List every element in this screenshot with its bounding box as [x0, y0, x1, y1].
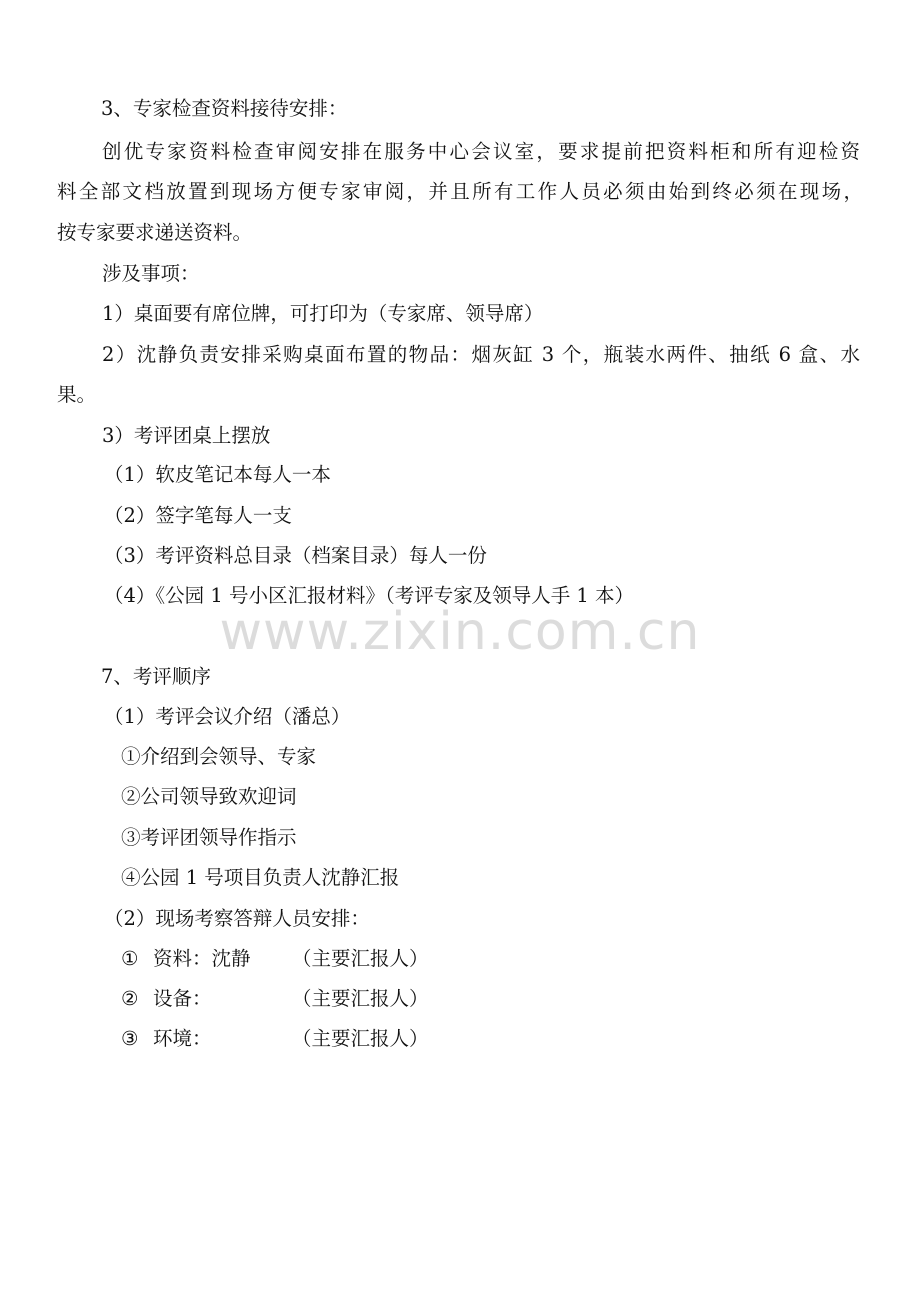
staff-row — [121, 949, 429, 969]
sub-item-1: （1）软皮笔记本每人一本 — [104, 463, 331, 486]
staff-row — [121, 1029, 429, 1049]
section3-heading: 3、专家检查资料接待安排： — [101, 97, 348, 120]
staff-row — [121, 989, 429, 1009]
section7-part1: （1）考评会议介绍（潘总） — [104, 705, 351, 728]
section3-paragraph-line2: 料全部文档放置到现场方便专家审阅，并且所有工作人员必须由始到终必须在现场， — [57, 180, 863, 203]
staff-role: 设备： — [153, 987, 212, 1010]
item-2-line2: 果。 — [57, 383, 97, 406]
items-heading: 涉及事项： — [102, 262, 200, 285]
sub-item-4: （4）《公园 1 号小区汇报材料》（考评专家及领导人手 1 本） — [104, 584, 635, 607]
staff-num: ② — [121, 987, 139, 1010]
section3-paragraph-line1: 创优专家资料检查审阅安排在服务中心会议室，要求提前把资料柜和所有迎检资 — [102, 140, 860, 163]
staff-num: ① — [121, 947, 139, 970]
part1-item-b: ②公司领导致欢迎词 — [121, 785, 297, 808]
part1-item-a: ①介绍到会领导、专家 — [121, 745, 317, 768]
staff-num: ③ — [121, 1027, 139, 1050]
item-1: 1）桌面要有席位牌，可打印为（专家席、领导席） — [102, 302, 544, 325]
section7-heading: 7、考评顺序 — [101, 665, 211, 688]
staff-role: 环境： — [153, 1027, 212, 1050]
watermark: www.zixin.com.cn — [219, 602, 701, 662]
item-3: 3）考评团桌上摆放 — [102, 424, 271, 447]
part1-item-c: ③考评团领导作指示 — [121, 826, 297, 849]
section7-part2: （2）现场考察答辩人员安排： — [104, 907, 370, 930]
sub-item-2: （2）签字笔每人一支 — [104, 504, 292, 527]
staff-note: （主要汇报人） — [292, 1027, 429, 1050]
section3-paragraph-line3: 按专家要求递送资料。 — [57, 221, 253, 244]
staff-note: （主要汇报人） — [292, 947, 429, 970]
item-2-line1: 2）沈静负责安排采购桌面布置的物品：烟灰缸 3 个，瓶装水两件、抽纸 6 盒、水 — [102, 343, 860, 366]
sub-item-3: （3）考评资料总目录（档案目录）每人一份 — [104, 544, 487, 567]
staff-role: 资料：沈静 — [153, 947, 251, 970]
part1-item-d: ④公园 1 号项目负责人沈静汇报 — [121, 866, 400, 889]
staff-note: （主要汇报人） — [292, 987, 429, 1010]
